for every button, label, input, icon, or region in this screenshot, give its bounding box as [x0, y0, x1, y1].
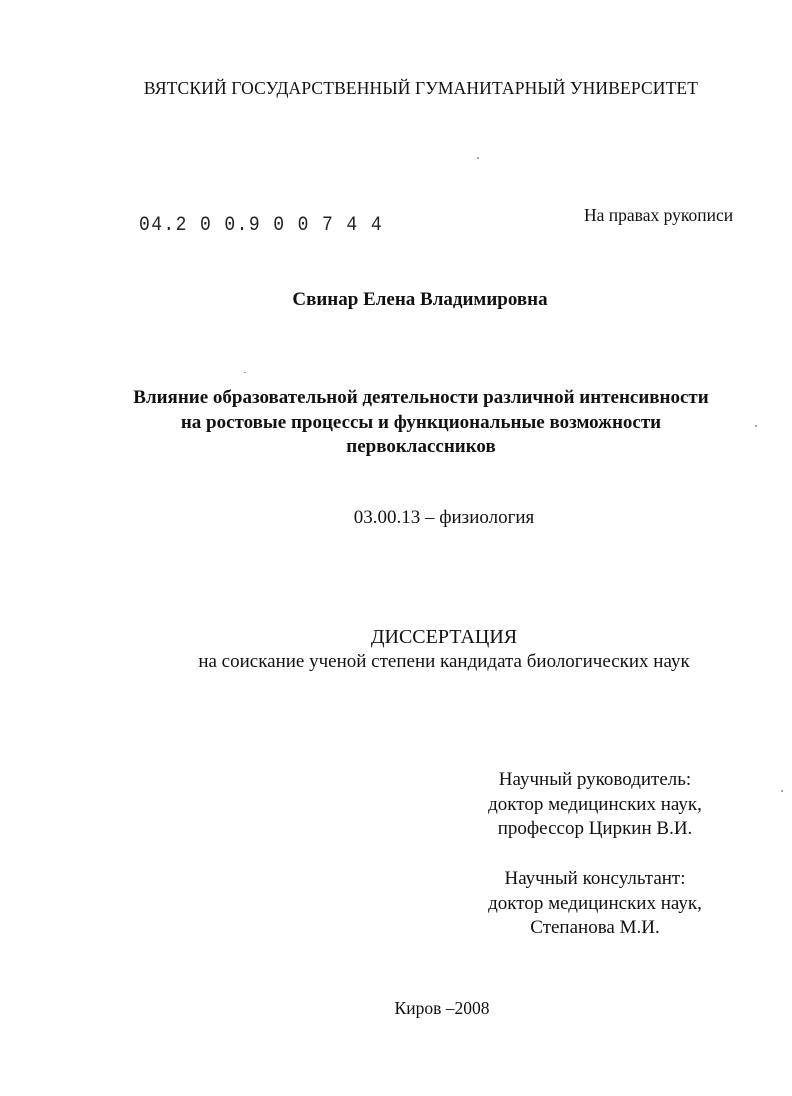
scan-speck	[755, 425, 757, 427]
supervisor-block	[470, 768, 720, 842]
title-line: первоклассников	[346, 436, 496, 457]
specialty-code: 03.00.13 – физиология	[353, 507, 535, 528]
consultant-block	[470, 867, 720, 941]
supervisor-label: Научный руководитель:	[498, 769, 692, 790]
author-name: Свинар Елена Владимировна	[292, 289, 548, 310]
consultant-name: Степанова М.И.	[530, 917, 660, 938]
title-line: Влияние образовательной деятельности различной интенсивности	[133, 387, 709, 408]
rights-note: На правах рукописи	[584, 205, 734, 225]
scan-speck	[244, 372, 246, 373]
degree-statement: на соискание ученой степени кандидата биологических наук	[198, 651, 690, 672]
registration-number: 04.2 0 0.9 0 0 7 4 4	[139, 214, 384, 237]
supervisor-name: профессор Циркин В.И.	[497, 818, 693, 839]
document-type: ДИССЕРТАЦИЯ	[370, 626, 518, 648]
consultant-degree: доктор медицинских наук,	[488, 892, 702, 914]
supervisor-degree: доктор медицинских наук,	[488, 793, 702, 815]
university-name: ВЯТСКИЙ ГОСУДАРСТВЕННЫЙ ГУМАНИТАРНЫЙ УНИВЕРСИТЕТ	[143, 78, 699, 98]
scan-speck	[781, 790, 783, 792]
dissertation-title	[100, 386, 742, 460]
scan-speck	[477, 157, 479, 159]
title-line: на ростовые процессы и функциональные возможности	[180, 411, 662, 433]
consultant-label: Научный консультант:	[504, 868, 686, 889]
city-year: Киров –2008	[394, 998, 490, 1018]
